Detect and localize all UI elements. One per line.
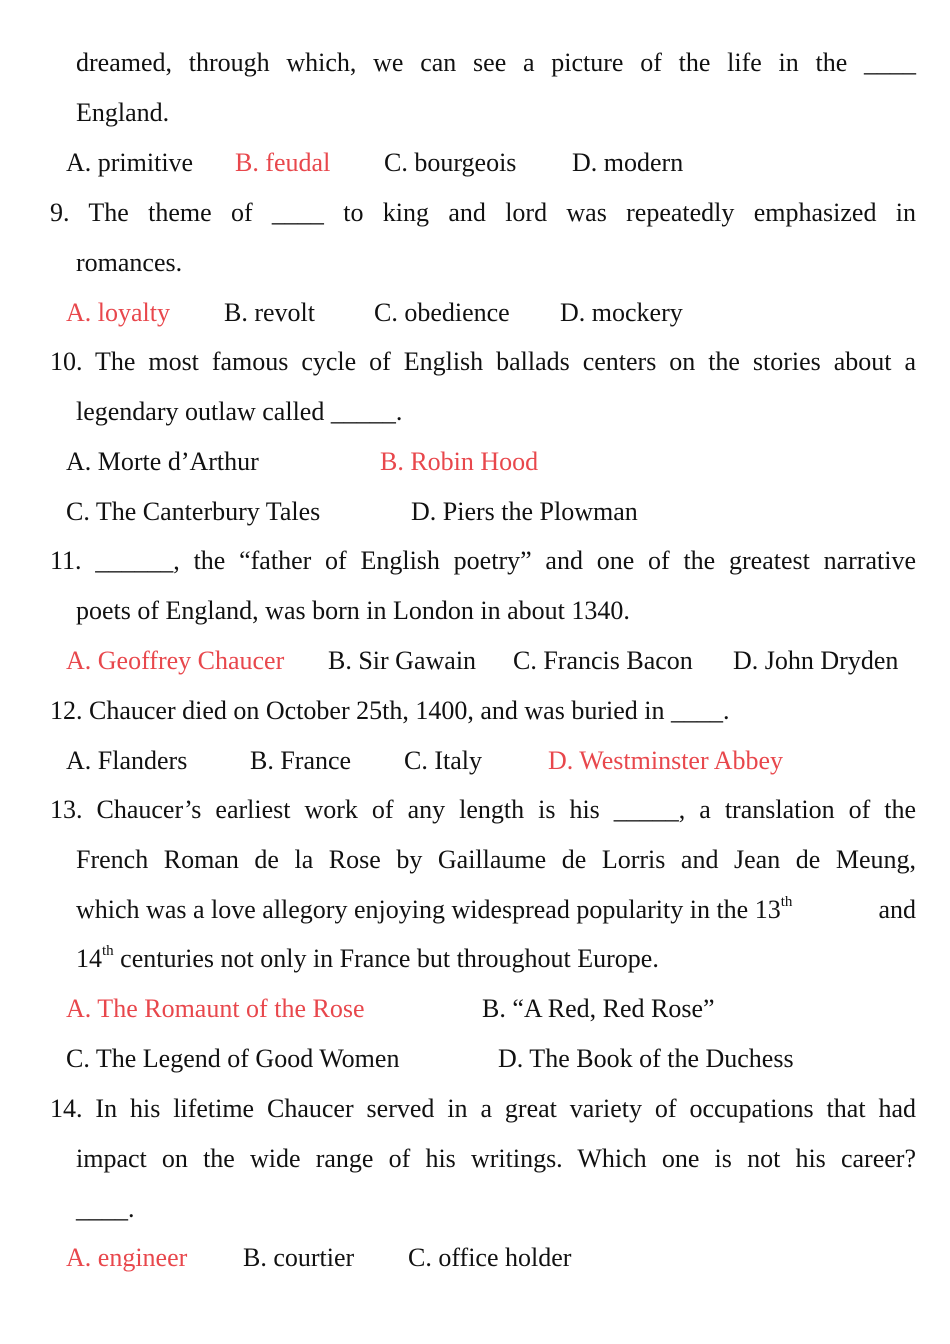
q13-stem-line4	[76, 944, 659, 974]
q13-stem-line2: French Roman de la Rose by Gaillaume de Lorris and Jean de Meung,	[76, 845, 916, 874]
q13-stem-line4-text: centuries not only in France but throughout Europe.	[113, 944, 659, 973]
q13-option-d: D. The Book of the Duchess	[498, 1044, 794, 1073]
q12-option-d: D. Westminster Abbey	[548, 746, 784, 775]
q10-option-c: C. The Canterbury Tales	[66, 497, 321, 526]
q9-option-b: B. revolt	[224, 298, 315, 327]
q13-option-c: C. The Legend of Good Women	[66, 1044, 400, 1073]
q14-options	[0, 1243, 950, 1273]
q13-option-a: A. The Romaunt of the Rose	[66, 994, 365, 1023]
q12-option-c: C. Italy	[404, 746, 482, 775]
q8-option-c: C. bourgeois	[384, 148, 517, 177]
q8-option-d: D. modern	[572, 148, 684, 177]
q12-stem-line1: 12. Chaucer died on October 25th, 1400, and was buried in ____.	[50, 696, 730, 725]
q10-option-d: D. Piers the Plowman	[411, 497, 638, 526]
q13-stem-line1: 13. Chaucer’s earliest work of any length is his _____, a translation of the	[50, 795, 916, 824]
q10-options-row1	[0, 447, 950, 477]
q12-options	[0, 746, 950, 776]
q13-stem-line4-number: 14	[76, 944, 102, 973]
q8-option-b: B. feudal	[235, 148, 331, 177]
q11-stem-line2: poets of England, was born in London in about 1340.	[76, 596, 630, 625]
q12-option-a: A. Flanders	[66, 746, 188, 775]
q14-stem-line1: 14. In his lifetime Chaucer served in a great variety of occupations that had	[50, 1094, 916, 1123]
q9-option-d: D. mockery	[560, 298, 683, 327]
q8-stem-line1: dreamed, through which, we can see a picture of the life in the ____	[76, 48, 916, 77]
q14-option-c: C. office holder	[408, 1243, 572, 1272]
q14-stem-line3: ____.	[76, 1194, 135, 1223]
q14-option-a: A. engineer	[66, 1243, 188, 1272]
q11-stem-line1: 11. ______, the “father of English poetry” and one of the greatest narrative	[50, 546, 916, 575]
q13-options-row2	[0, 1044, 950, 1074]
q9-option-a: A. loyalty	[66, 298, 170, 327]
q10-stem-line1: 10. The most famous cycle of English ballads centers on the stories about a	[50, 347, 916, 376]
q11-options	[0, 646, 950, 676]
q13-superscript-th: th	[780, 894, 793, 910]
q13-stem-line3-end: and	[878, 895, 916, 924]
q13-option-b: B. “A Red, Red Rose”	[482, 994, 715, 1023]
q8-stem-line2: England.	[76, 98, 170, 127]
q12-option-b: B. France	[250, 746, 352, 775]
q11-option-d: D. John Dryden	[733, 646, 899, 675]
q13-superscript-th-2: th	[102, 943, 114, 959]
q10-option-b: B. Robin Hood	[380, 447, 539, 476]
q8-option-a: A. primitive	[66, 148, 194, 177]
q13-stem-line3	[76, 895, 916, 925]
q10-stem-line2: legendary outlaw called _____.	[76, 397, 403, 426]
q14-stem-line2: impact on the wide range of his writings. Which one is not his career?	[76, 1144, 916, 1173]
q14-option-b: B. courtier	[243, 1243, 355, 1272]
q13-stem-line3-text: which was a love allegory enjoying widespread popularity in the 13	[76, 895, 781, 924]
q10-options-row2	[0, 497, 950, 527]
q11-option-c: C. Francis Bacon	[513, 646, 693, 675]
q8-options	[0, 148, 950, 178]
q9-stem-line1: 9. The theme of ____ to king and lord was repeatedly emphasized in	[50, 198, 916, 227]
q11-option-a: A. Geoffrey Chaucer	[66, 646, 285, 675]
q9-options	[0, 298, 950, 328]
q9-stem-line2: romances.	[76, 248, 183, 277]
q10-option-a: A. Morte d’Arthur	[66, 447, 259, 476]
q9-option-c: C. obedience	[374, 298, 510, 327]
q11-option-b: B. Sir Gawain	[328, 646, 477, 675]
q13-options-row1	[0, 994, 950, 1024]
